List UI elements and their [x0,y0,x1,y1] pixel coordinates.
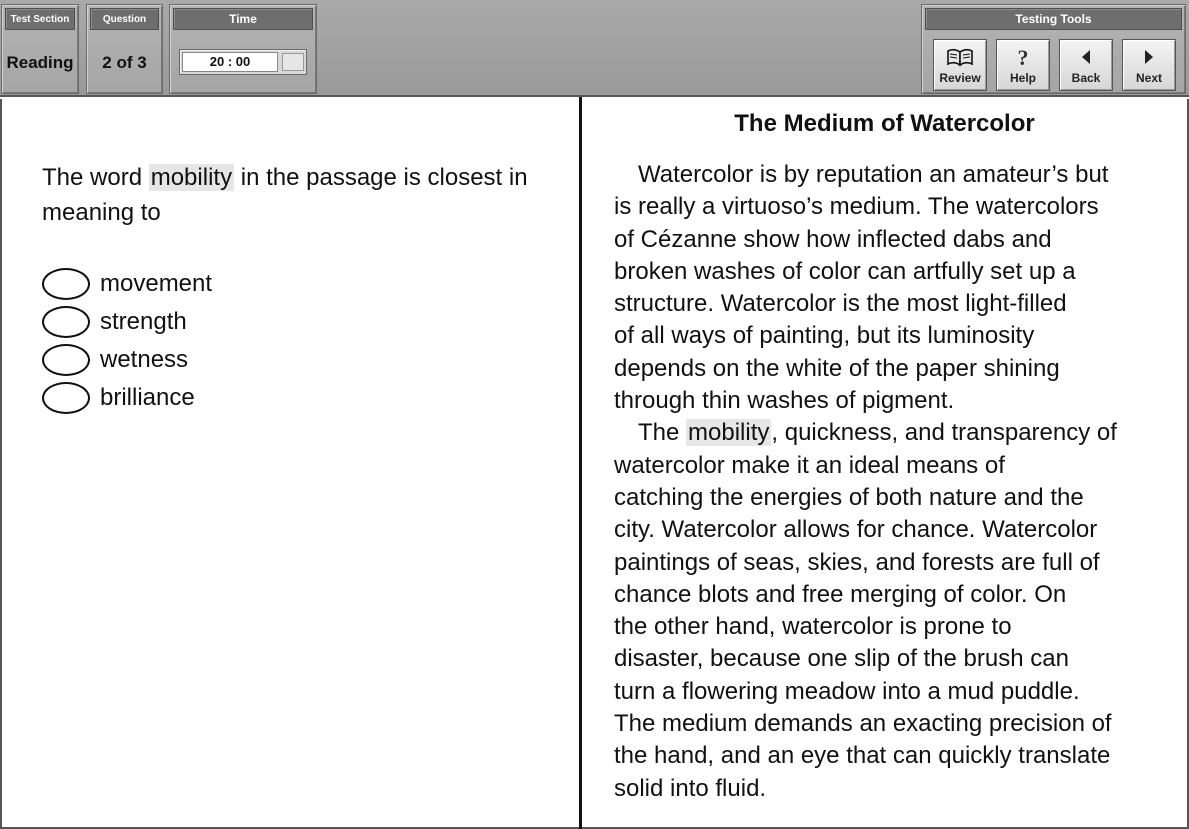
passage-title: The Medium of Watercolor [734,110,1035,137]
passage-line: the other hand, watercolor is prone to [614,613,1012,641]
passage-line: depends on the white of the paper shining [614,354,1060,382]
answer-option[interactable] [42,265,212,303]
question-number: 2 of 3 [102,53,147,72]
answer-option-label: strength [100,308,187,335]
time-panel [169,4,317,94]
next-button[interactable] [1122,39,1176,91]
question-stem-after: in the passage is closest in meaning to [42,164,528,226]
passage-line: through thin washes of pigment. [614,387,955,415]
time-header: Time [173,8,313,30]
testing-tools-header: Testing Tools [925,8,1182,30]
review-button[interactable] [933,39,987,91]
highlighted-word: mobility [688,419,770,447]
timer-box [179,49,307,75]
question-panel [86,4,163,94]
passage-line: of all ways of painting, but its luminosity [614,322,1035,350]
help-label: Help [1009,71,1036,85]
test-section-panel [1,4,79,94]
passage-text: , quickness, and transparency of [771,419,1117,447]
radio-button[interactable] [42,306,90,338]
back-button[interactable] [1059,39,1113,91]
arrow-left-icon [1060,46,1112,68]
timer-display: 20 : 00 [182,52,278,72]
question-mark-icon [997,46,1049,68]
passage-body [614,159,1174,805]
svg-text:?: ? [1017,46,1029,68]
answer-option-label: movement [100,270,213,297]
question-stem-before: The word [42,164,149,191]
next-label: Next [1135,71,1162,85]
answer-option[interactable] [42,379,212,417]
radio-button[interactable] [42,344,90,376]
help-button[interactable] [996,39,1050,91]
highlighted-word: mobility [150,164,233,191]
book-icon [934,46,986,68]
test-section-value: Reading [6,53,74,72]
passage-line: disaster, because one slip of the brush can [614,645,1069,673]
test-section-header: Test Section [5,8,75,30]
answer-option[interactable] [42,303,212,341]
review-label: Review [939,71,981,85]
passage-line: city. Watercolor allows for chance. Watercolor [614,516,1098,544]
back-label: Back [1071,71,1101,85]
passage-line: is really a virtuoso’s medium. The watercolors [614,193,1099,221]
passage-text: The [638,419,687,447]
passage-line: broken washes of color can artfully set up a [614,257,1076,285]
answer-option-label: brilliance [100,384,195,411]
answer-option-label: wetness [100,346,189,373]
passage-line: paintings of seas, skies, and forests are full of [614,548,1100,576]
passage-line: solid into fluid. [614,774,767,802]
question-stem [42,160,542,230]
passage-line: chance blots and free merging of color. On [614,580,1067,608]
radio-button[interactable] [42,268,90,300]
arrow-right-icon [1123,46,1175,68]
question-header: Question [90,8,159,30]
toolbar [0,0,1189,97]
testing-tools-panel [921,4,1186,94]
passage-line: The medium demands an exacting precision of [614,710,1112,738]
answer-option[interactable] [42,341,212,379]
passage-line [614,417,1174,449]
timer-toggle-button[interactable] [282,53,304,71]
question-pane [0,99,580,829]
passage-line: turn a flowering meadow into a mud puddle. [614,677,1080,705]
passage-line: the hand, and an eye that can quickly translate [614,742,1111,770]
passage-line: watercolor make it an ideal means of [614,451,1005,479]
passage-line: structure. Watercolor is the most light-filled [614,290,1067,318]
passage-line: catching the energies of both nature and the [614,483,1084,511]
passage-line: of Cézanne show how inflected dabs and [614,225,1052,253]
passage-pane [582,99,1189,829]
answer-options [42,265,212,417]
radio-button[interactable] [42,382,90,414]
passage-line: Watercolor is by reputation an amateur’s but [638,161,1109,188]
